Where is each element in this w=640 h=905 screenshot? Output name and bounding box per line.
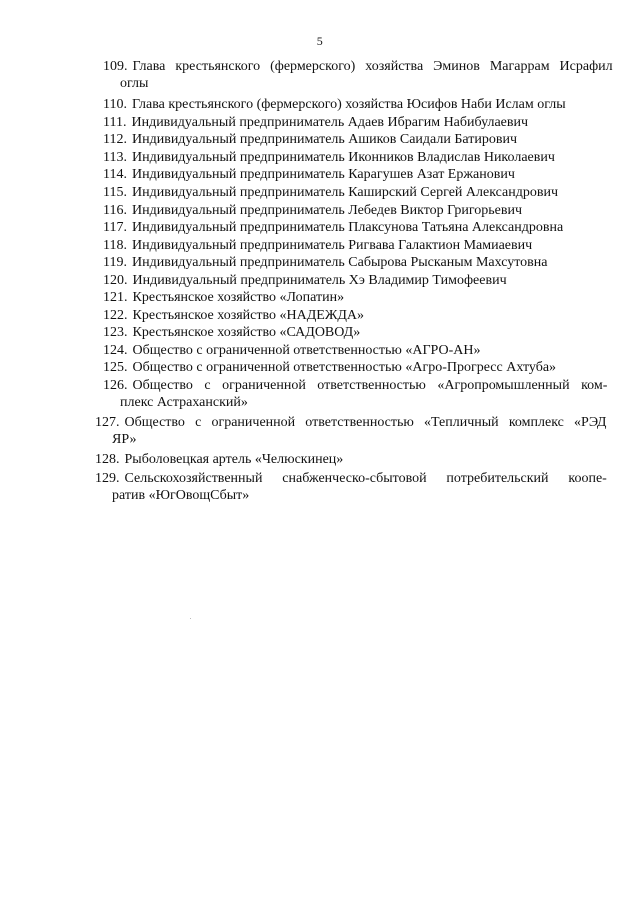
list-item-continuation xyxy=(112,487,249,504)
item-number: 123. xyxy=(103,325,128,340)
item-number: 124. xyxy=(103,343,128,358)
list-item xyxy=(103,114,528,131)
item-number: 109. xyxy=(103,59,128,74)
item-number: 116. xyxy=(103,203,127,218)
item-text-continuation: оглы xyxy=(120,76,149,91)
item-number: 117. xyxy=(103,220,127,235)
item-number: 129. xyxy=(95,471,120,486)
list-item xyxy=(103,272,507,289)
item-number: 119. xyxy=(103,255,127,270)
list-item-continuation xyxy=(120,394,248,411)
list-item xyxy=(103,237,532,254)
item-text: Индивидуальный предприниматель Лебедев Виктор Григорьевич xyxy=(131,203,523,218)
item-number: 120. xyxy=(103,273,128,288)
item-text: Индивидуальный предприниматель Сабырова Рысканым Махсутовна xyxy=(131,255,548,270)
list-item xyxy=(103,254,548,271)
item-number: 121. xyxy=(103,290,128,305)
list-item xyxy=(103,58,613,75)
item-text: Общество с ограниченной ответственностью «Агро-Прогресс Ахтуба» xyxy=(132,360,557,375)
item-number: 111. xyxy=(103,115,127,130)
item-text: Индивидуальный предприниматель Ригвава Галактион Мамиаевич xyxy=(131,238,533,253)
item-number: 127. xyxy=(95,415,120,430)
item-text: Крестьянское хозяйство «НАДЕЖДА» xyxy=(132,308,365,323)
item-number: 115. xyxy=(103,185,127,200)
item-text: Индивидуальный предприниматель Ашиков Саидали Батирович xyxy=(131,132,517,147)
item-text: Индивидуальный предприниматель Плаксунова Татьяна Александровна xyxy=(131,220,564,235)
item-text: Индивидуальный предприниматель Хэ Владимир Тимофеевич xyxy=(132,273,507,288)
item-number: 118. xyxy=(103,238,127,253)
list-item xyxy=(103,202,522,219)
list-item xyxy=(103,149,555,166)
scan-speck xyxy=(190,618,191,619)
list-item xyxy=(103,219,563,236)
item-text: Крестьянское хозяйство «САДОВОД» xyxy=(132,325,361,340)
list-item xyxy=(103,184,558,201)
item-number: 126. xyxy=(103,378,128,393)
item-text-continuation: ратив «ЮгОвощСбыт» xyxy=(112,488,250,503)
item-text: Индивидуальный предприниматель Карагушев Азат Ержанович xyxy=(131,167,515,182)
page-number: 5 xyxy=(316,34,324,48)
list-item xyxy=(95,451,343,468)
item-number: 110. xyxy=(103,97,127,112)
item-text: Рыболовецкая артель «Челюскинец» xyxy=(124,452,344,467)
list-item xyxy=(103,289,344,306)
list-item xyxy=(103,307,364,324)
list-item xyxy=(103,359,556,376)
list-item xyxy=(103,96,566,113)
item-text: Общество с ограниченной ответственностью «Тепличный комплекс «РЭД xyxy=(124,415,607,430)
list-item xyxy=(103,324,360,341)
item-text: Глава крестьянского (фермерского) хозяйства Юсифов Наби Ислам оглы xyxy=(131,97,566,112)
item-text: Индивидуальный предприниматель Адаев Ибрагим Набибулаевич xyxy=(131,115,529,130)
item-number: 114. xyxy=(103,167,127,182)
item-text: Индивидуальный предприниматель Иконников Владислав Николаевич xyxy=(131,150,555,165)
item-text: Крестьянское хозяйство «Лопатин» xyxy=(132,290,345,305)
item-number: 128. xyxy=(95,452,120,467)
item-text-continuation: ЯР» xyxy=(112,432,137,447)
item-text: Индивидуальный предприниматель Каширский Сергей Александрович xyxy=(131,185,559,200)
list-item xyxy=(103,131,517,148)
item-number: 125. xyxy=(103,360,128,375)
item-number: 122. xyxy=(103,308,128,323)
list-item xyxy=(103,166,515,183)
list-item-continuation xyxy=(120,75,148,92)
list-item xyxy=(103,342,481,359)
item-text: Общество с ограниченной ответственностью «АГРО-АН» xyxy=(132,343,481,358)
list-item xyxy=(95,414,607,431)
item-number: 113. xyxy=(103,150,127,165)
list-item-continuation xyxy=(112,431,136,448)
item-text-continuation: плекс Астраханский» xyxy=(120,395,248,410)
item-text: Глава крестьянского (фермерского) хозяйства Эминов Магаррам Исрафил xyxy=(132,59,613,74)
list-item xyxy=(95,470,607,487)
item-number: 112. xyxy=(103,132,127,147)
item-text: Сельскохозяйственный снабженческо-сбытовой потребительский коопе- xyxy=(124,471,607,486)
list-item xyxy=(103,377,608,394)
item-text: Общество с ограниченной ответственностью «Агропромышленный ком- xyxy=(132,378,608,393)
